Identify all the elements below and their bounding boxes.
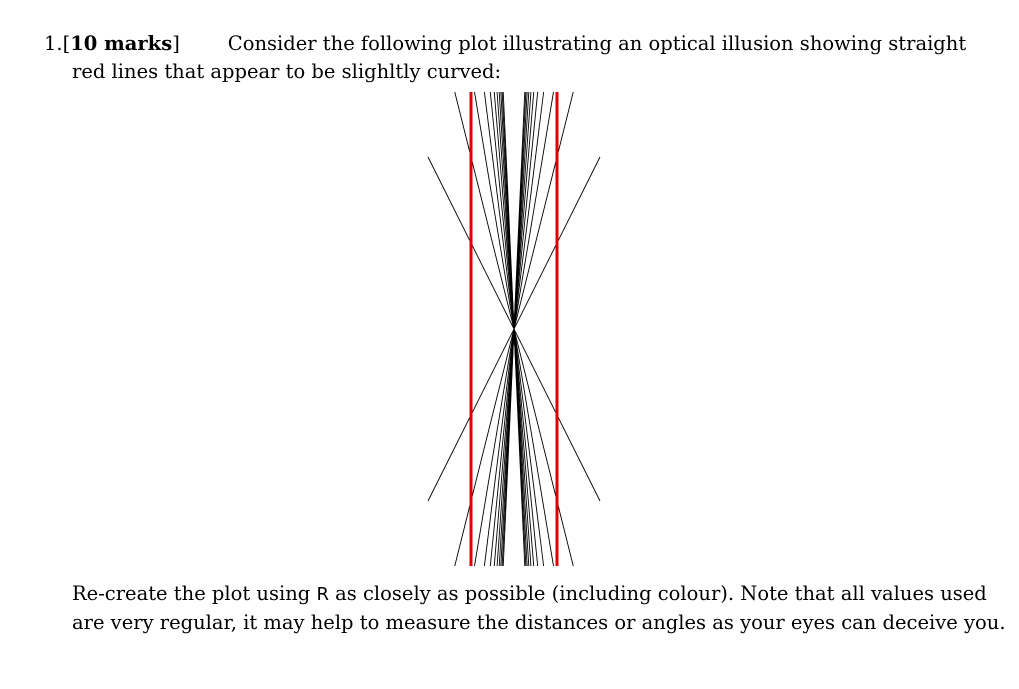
question	[44, 30, 967, 86]
marks-close-bracket: ]	[172, 32, 180, 55]
instructions-line2: are very regular, it may help to measure the distances or angles as your eyes can deceive you.	[72, 611, 1006, 634]
instructions-line1	[72, 580, 987, 609]
instructions-line1-suffix: as closely as possible (including colour). Note that all values used	[328, 582, 987, 605]
question-first-line	[44, 30, 967, 58]
rays-group	[428, 92, 600, 566]
illusion-figure	[426, 92, 602, 570]
instructions-line1-prefix: Re-create the plot using	[72, 582, 317, 605]
question-text-line1: Consider the following plot illustrating an optical illusion showing straight	[227, 32, 967, 55]
question-text-line2: red lines that appear to be slighltly curved:	[72, 60, 502, 83]
instructions	[72, 580, 1006, 637]
marks-open-bracket: [	[62, 32, 71, 55]
question-marks	[63, 30, 180, 58]
marks-label: 10 marks	[70, 32, 173, 55]
illusion-plot	[426, 92, 602, 566]
question-number: 1.	[44, 32, 63, 55]
r-language-name: R	[316, 584, 329, 605]
